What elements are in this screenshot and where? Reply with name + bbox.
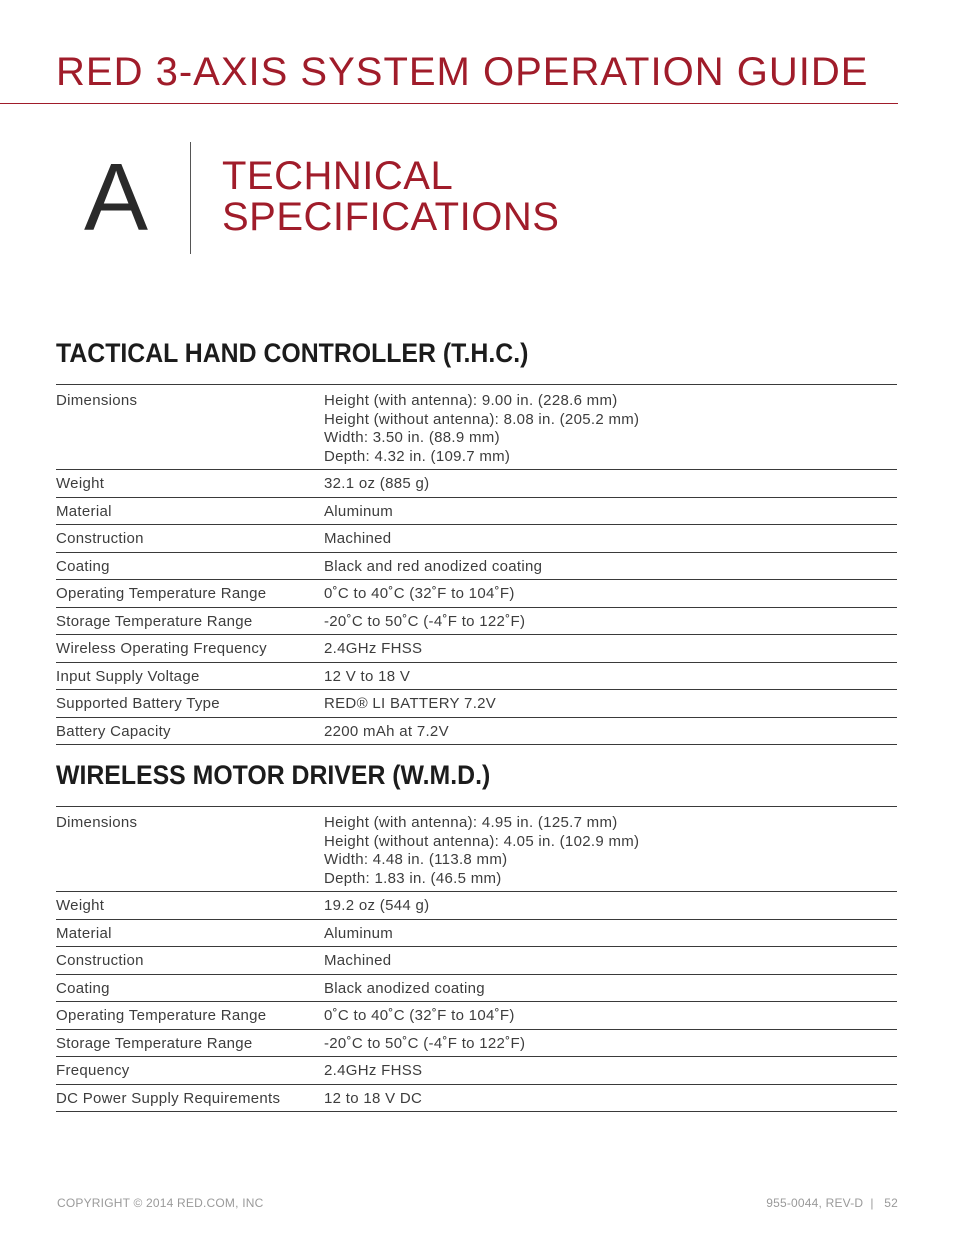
spec-value-line: Height (with antenna): 4.95 in. (125.7 mm) <box>324 814 618 831</box>
spec-value <box>324 717 897 745</box>
spec-value-line: 2.4GHz FHSS <box>324 640 423 657</box>
spec-value <box>324 580 897 608</box>
spec-value <box>324 607 897 635</box>
spec-value <box>324 385 897 470</box>
spec-label: DC Power Supply Requirements <box>56 1084 324 1112</box>
spec-label: Supported Battery Type <box>56 690 324 718</box>
spec-value-line: 2.4GHz FHSS <box>324 1062 423 1079</box>
spec-value-line: Aluminum <box>324 924 394 942</box>
table-row <box>56 919 897 947</box>
footer-copyright: COPYRIGHT © 2014 RED.COM, INC <box>57 1196 264 1210</box>
spec-table-thc <box>56 384 897 745</box>
table-row <box>56 892 897 920</box>
spec-value-line: Height (without antenna): 4.05 in. (102.9 mm) <box>324 832 640 850</box>
spec-value-line: -20˚C to 50˚C (-4˚F to 122˚F) <box>324 1034 526 1052</box>
spec-value-line: Width: 4.48 in. (113.8 mm) <box>324 851 508 868</box>
table-row <box>56 580 897 608</box>
table-row <box>56 1029 897 1057</box>
spec-label: Weight <box>56 892 324 920</box>
table-row <box>56 662 897 690</box>
spec-value <box>324 974 897 1002</box>
spec-value <box>324 552 897 580</box>
spec-label: Construction <box>56 947 324 975</box>
spec-value <box>324 470 897 498</box>
spec-value-line: -20˚C to 50˚C (-4˚F to 122˚F) <box>324 612 526 630</box>
spec-value-line: Black anodized coating <box>324 979 485 997</box>
spec-value <box>324 690 897 718</box>
header-rule <box>0 103 898 104</box>
spec-value-line: Machined <box>324 530 392 547</box>
spec-label: Dimensions <box>56 385 324 470</box>
spec-value-line: Width: 3.50 in. (88.9 mm) <box>324 429 500 446</box>
spec-value-line: Depth: 1.83 in. (46.5 mm) <box>324 869 502 887</box>
table-row <box>56 974 897 1002</box>
spec-value-line: Height (without antenna): 8.08 in. (205.2 mm) <box>324 410 640 428</box>
table-row <box>56 1002 897 1030</box>
spec-value-line: 32.1 oz (885 g) <box>324 475 430 492</box>
spec-value-line: 12 to 18 V DC <box>324 1089 423 1107</box>
spec-value-line: Depth: 4.32 in. (109.7 mm) <box>324 447 511 465</box>
table-row <box>56 635 897 663</box>
spec-value <box>324 892 897 920</box>
spec-value <box>324 807 897 892</box>
spec-value <box>324 947 897 975</box>
spec-label: Storage Temperature Range <box>56 1029 324 1057</box>
table-row <box>56 607 897 635</box>
spec-value <box>324 497 897 525</box>
chapter-title-line-2: SPECIFICATIONS <box>222 195 560 239</box>
table-row <box>56 525 897 553</box>
spec-label: Weight <box>56 470 324 498</box>
table-row <box>56 947 897 975</box>
spec-label: Dimensions <box>56 807 324 892</box>
chapter-title-line-1: TECHNICAL <box>222 154 454 198</box>
table-row <box>56 1084 897 1112</box>
spec-value <box>324 1029 897 1057</box>
spec-label: Frequency <box>56 1057 324 1085</box>
footer-doc-ref: 955-0044, REV-D | 52 <box>766 1196 898 1210</box>
spec-value <box>324 919 897 947</box>
spec-label: Material <box>56 919 324 947</box>
spec-value-line: RED® LI BATTERY 7.2V <box>324 695 497 712</box>
spec-label: Operating Temperature Range <box>56 580 324 608</box>
spec-label: Battery Capacity <box>56 717 324 745</box>
spec-value <box>324 525 897 553</box>
page-header-title: RED 3-AXIS SYSTEM OPERATION GUIDE <box>56 50 869 94</box>
spec-label: Operating Temperature Range <box>56 1002 324 1030</box>
spec-value-line: Machined <box>324 952 392 969</box>
spec-value-line: 12 V to 18 V <box>324 667 411 685</box>
chapter-divider <box>190 142 191 254</box>
chapter-letter: A <box>84 144 149 251</box>
spec-label: Storage Temperature Range <box>56 607 324 635</box>
table-row <box>56 807 897 892</box>
chapter-title <box>222 156 559 238</box>
spec-value <box>324 1002 897 1030</box>
spec-value-line: Aluminum <box>324 502 394 520</box>
spec-value-line: Black and red anodized coating <box>324 557 543 575</box>
spec-value-line: 19.2 oz (544 g) <box>324 897 430 914</box>
spec-value-line: 0˚C to 40˚C (32˚F to 104˚F) <box>324 585 515 602</box>
table-row <box>56 690 897 718</box>
table-row <box>56 717 897 745</box>
spec-value <box>324 1057 897 1085</box>
spec-value-line: 2200 mAh at 7.2V <box>324 722 449 740</box>
spec-label: Wireless Operating Frequency <box>56 635 324 663</box>
table-row <box>56 1057 897 1085</box>
spec-label: Coating <box>56 552 324 580</box>
section-heading-wmd: WIRELESS MOTOR DRIVER (W.M.D.) <box>56 760 491 790</box>
section-heading-thc: TACTICAL HAND CONTROLLER (T.H.C.) <box>56 338 529 368</box>
spec-value <box>324 635 897 663</box>
spec-value <box>324 1084 897 1112</box>
table-row <box>56 497 897 525</box>
spec-value-line: 0˚C to 40˚C (32˚F to 104˚F) <box>324 1007 515 1024</box>
spec-label: Input Supply Voltage <box>56 662 324 690</box>
table-row <box>56 552 897 580</box>
spec-table-wmd <box>56 806 897 1112</box>
spec-label: Material <box>56 497 324 525</box>
spec-value <box>324 662 897 690</box>
spec-label: Coating <box>56 974 324 1002</box>
spec-value-line: Height (with antenna): 9.00 in. (228.6 mm) <box>324 392 618 409</box>
table-row <box>56 385 897 470</box>
table-row <box>56 470 897 498</box>
spec-label: Construction <box>56 525 324 553</box>
